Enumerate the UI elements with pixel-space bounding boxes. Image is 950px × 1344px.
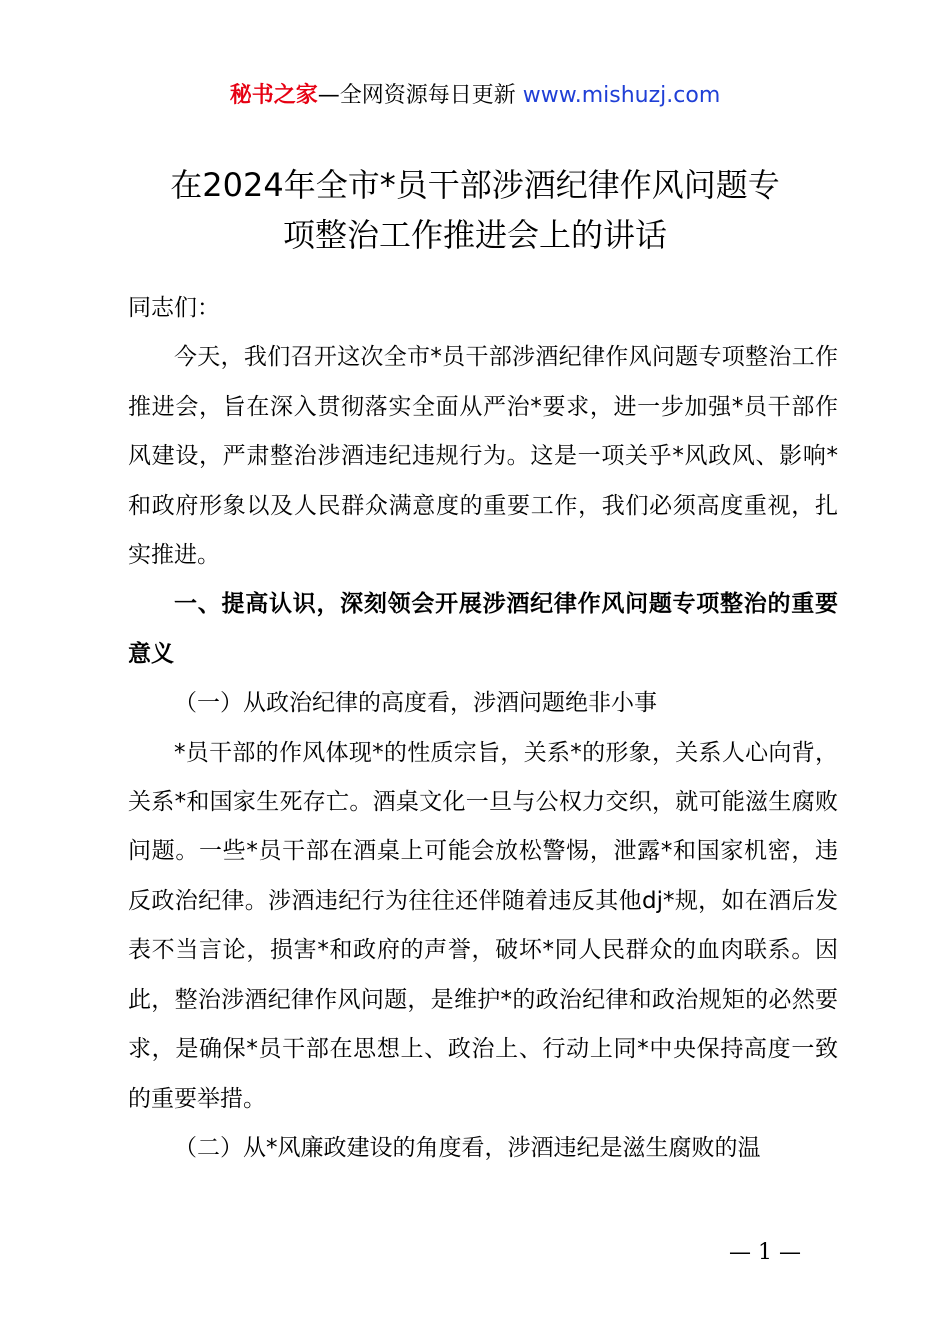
site-header: [0, 80, 950, 112]
salutation: 同志们：: [128, 295, 220, 321]
header-tagline: —全网资源每日更新: [317, 83, 523, 108]
brand-name: 秘书之家: [229, 83, 318, 108]
opening-paragraph: 今天，我们召开这次全市*员干部涉酒纪律作风问题专项整治工作推进会，旨在深入贯彻落实全面从严治*要求，进一步加强*员干部作风建设，严肃整治涉酒违纪违规行为。这是一项关乎*风政风、影响*和政府形象以及人民群众满意度的重要工作，我们必须高度重视，扎实推进。: [128, 344, 838, 569]
page-number: — 1 —: [729, 1240, 801, 1265]
body-paragraph: *员干部的作风体现*的性质宗旨，关系*的形象，关系人心向背，关系*和国家生死存亡。酒桌文化一旦与公权力交织，就可能滋生腐败问题。一些*员干部在酒桌上可能会放松警惕，泄露*和国家机密，违反政治纪律。涉酒违纪行为往往还伴随着违反其他dj*规，如在酒后发表不当言论，损害*和政府的声誉，破坏*同人民群众的血肉联系。因此，整治涉酒纪律作风问题，是维护*的政治纪律和政治规矩的必然要求，是确保*员干部在思想上、政治上、行动上同*中央保持高度一致的重要举措。: [128, 739, 838, 1112]
section-heading-1: 一、提高认识，深刻领会开展涉酒纪律作风问题专项整治的重要意义: [128, 591, 838, 667]
document-title: [100, 160, 850, 260]
document-body: [128, 284, 838, 1173]
document-title-line-1: 在2024年全市*员干部涉酒纪律作风问题专: [170, 166, 780, 204]
document-title-line-2: 项整治工作推进会上的讲话: [282, 216, 667, 254]
site-url-link[interactable]: www.mishuzj.com: [522, 83, 721, 108]
subsection-heading-2: （二）从*风廉政建设的角度看，涉酒违纪是滋生腐败的温: [174, 1134, 761, 1161]
subsection-heading-1: （一）从政治纪律的高度看，涉酒问题绝非小事: [174, 690, 657, 717]
